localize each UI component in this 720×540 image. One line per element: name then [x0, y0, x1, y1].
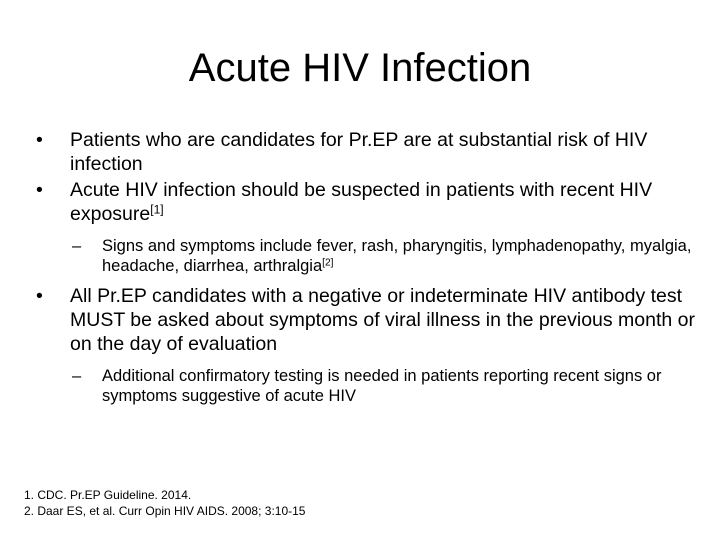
slide-title: Acute HIV Infection [188, 46, 532, 90]
bullet-3 [30, 284, 695, 356]
reference-1: 1. CDC. Pr.EP Guideline. 2014. [24, 488, 192, 502]
bullet-2-text: Acute HIV infection should be suspected in patients with recent HIV exposure [70, 179, 653, 225]
bullet-3-text: All Pr.EP candidates with a negative or indeterminate HIV antibody test MUST be asked about symptoms of viral illness in the previous month or on the day of evaluation [70, 285, 695, 355]
bullet-1-text: Patients who are candidates for Pr.EP are at substantial risk of HIV infection [70, 129, 648, 175]
slide-content [30, 128, 695, 414]
bullet-1 [30, 128, 695, 176]
bullet-2 [30, 178, 695, 226]
bullet-marker: • [36, 285, 43, 307]
bullet-2-ref: [1] [150, 202, 164, 217]
bullet-marker: • [36, 179, 43, 201]
reference-2: 2. Daar ES, et al. Curr Opin HIV AIDS. 2008; 3:10-15 [24, 504, 306, 518]
sub-bullet-2-1 [30, 236, 695, 276]
references [24, 487, 305, 519]
sub-bullet-3-1-text: Additional confirmatory testing is needed in patients reporting recent signs or symptoms suggestive of acute HIV [102, 367, 662, 405]
sub-bullet-marker: – [72, 367, 82, 385]
bullet-marker: • [36, 129, 43, 151]
sub-bullet-marker: – [72, 237, 82, 255]
sub-bullet-3-1 [30, 366, 695, 406]
sub-bullet-2-1-ref: [2] [322, 257, 334, 269]
sub-bullet-2-1-text: Signs and symptoms include fever, rash, pharyngitis, lymphadenopathy, myalgia, headache, diarrhea, arthralgia [102, 237, 692, 275]
